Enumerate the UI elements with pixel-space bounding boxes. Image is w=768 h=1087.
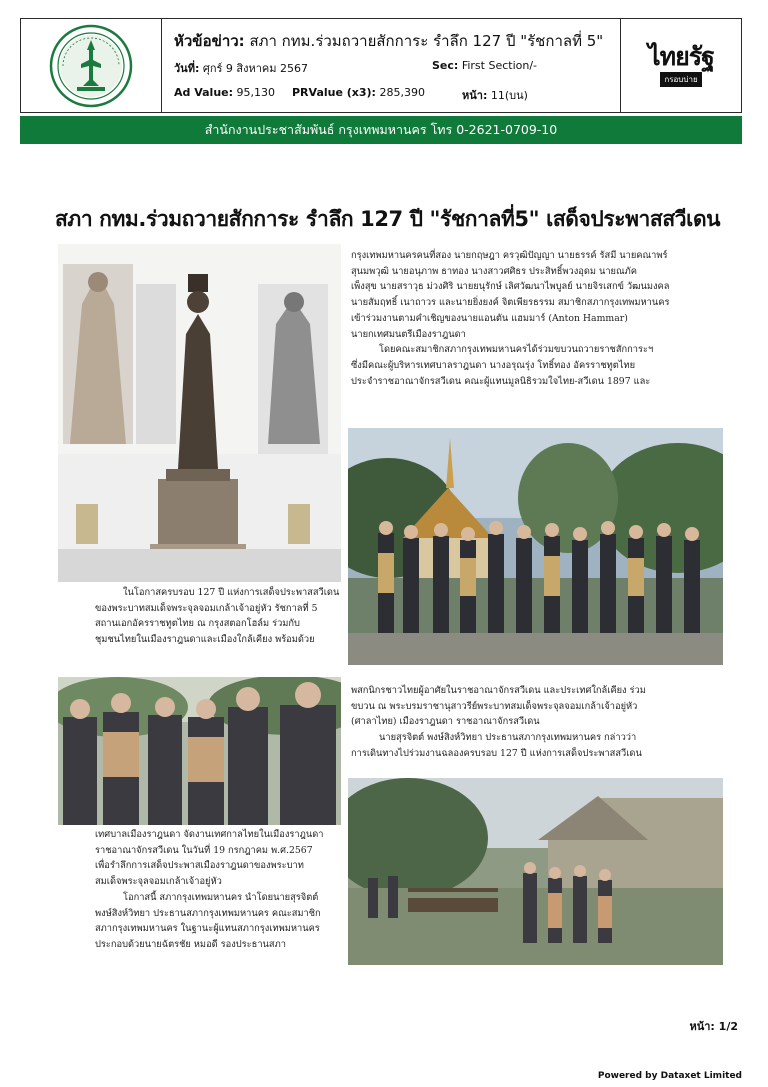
text-line: พงษ์สิงห์วิทยา ประธานสภากรุงเทพมหานคร คณะสมาชิก: [95, 907, 321, 919]
logo-edition: กรอบบ่าย: [660, 72, 701, 87]
headline-line: [174, 29, 603, 53]
clipping-header: [20, 18, 742, 113]
text-line: ประกอบด้วยนายฉัตรชัย หมอดี รองประธานสภา: [95, 938, 286, 950]
page-label: หน้า:: [462, 89, 488, 102]
text-line: (ศาลาไทย) เมืองราฎนดา ราชอาณาจักรสวีเดน: [351, 716, 540, 728]
pr-value-label: PRValue (x3):: [292, 86, 376, 99]
statue-photo: [58, 244, 341, 582]
section-field: [432, 59, 537, 72]
text-line: การเดินทางไปร่วมงานฉลองครบรอบ 127 ปี แห่งการเสด็จประพาสสวีเดน: [351, 747, 642, 759]
text-line: กรุงเทพมหานครคนที่สอง นายกฤษฎา ครวุฒิปัญญา นายธรรค์ รัสมี นายคณาพร์: [351, 250, 668, 261]
text-col-right-top: [351, 248, 726, 389]
pr-value: 285,390: [379, 86, 425, 99]
powered-by: Powered by Dataxet Limited: [597, 1071, 742, 1081]
text-line: ราชอาณาจักรสวีเดน ในวันที่ 19 กรกฎาคม พ.ศ.2567: [95, 844, 313, 856]
text-line: เพื่อรำลึกการเสด็จประพาสเมืองราฎนดาของพระบาท: [95, 860, 304, 872]
procession-photo: [348, 778, 723, 965]
page-value: 11(บน): [490, 89, 528, 102]
text-line: สภากรุงเทพมหานคร ในฐานะผู้แทนสภากรุงเทพมหานคร: [95, 923, 320, 935]
text-line: สมเด็จพระจุลจอมเกล้าเจ้าอยู่หัว: [95, 876, 222, 888]
text-line: พสกนิกรชาวไทยผู้อาศัยในราชอาณาจักรสวีเดน และประเทศใกล้เคียง ร่วม: [351, 685, 646, 696]
text-line: ประจำราชอาณาจักรสวีเดน คณะผู้แทนมูลนิธิรวมใจไทย-สวีเดน 1897 และ: [351, 375, 651, 387]
date-value: ศุกร์ 9 สิงหาคม 2567: [202, 62, 309, 75]
page-number: หน้า: 1/2: [689, 1020, 738, 1033]
festival-officials-photo: [58, 677, 341, 825]
headline-text: สภา กทม.ร่วมถวายสักการะ รำลึก 127 ปี "รัชกาลที่ 5": [249, 32, 604, 50]
text-line: ขบวน ณ พระบรมราชานุสาวรีย์พระบาทสมเด็จพระจุลจอมเกล้าเจ้าอยู่หัว: [351, 700, 638, 712]
group-pavilion-photo: [348, 428, 723, 665]
ad-value-field: [174, 86, 275, 99]
text-line: นายสัมฤทธิ์ เนาถาวร และนายยิ่งยงค์ จิตเพียรธรรม สมาชิกสภากรุงเทพมหานคร: [351, 297, 670, 309]
article-title: สภา กทม.ร่วมถวายสักการะ รำลึก 127 ปี "รัชกาลที่5" เสด็จประพาสสวีเดน: [55, 207, 721, 231]
ad-value-label: Ad Value:: [174, 86, 234, 99]
text-line: ของพระบาทสมเด็จพระจุลจอมเกล้าเจ้าอยู่หัว รัชกาลที่ 5: [95, 602, 318, 614]
text-col-right-mid: [351, 683, 726, 762]
pr-value-field: [292, 86, 425, 99]
text-line: นายสุรจิตต์ พงษ์สิงห์วิทยา ประธานสภากรุงเทพมหานคร กล่าวว่า: [379, 732, 637, 744]
text-line: สถานเอกอัครราชทูตไทย ณ กรุงสตอกโฮล์ม ร่วมกับ: [95, 618, 300, 630]
headline-label: หัวข้อข่าว:: [174, 32, 245, 50]
text-line: เข้าร่วมงานตามคำเชิญของนายแอนตัน แฮมมาร์ (Anton Hammar): [351, 312, 628, 324]
ad-value: 95,130: [236, 86, 276, 99]
section-value: First Section/-: [461, 59, 538, 72]
date-field: [174, 59, 308, 77]
text-col-left-bottom: [95, 827, 343, 953]
text-line: โอกาสนี้ สภากรุงเทพมหานคร นำโดยนายสุรจิตต์: [123, 891, 319, 903]
text-line: ในโอกาสครบรอบ 127 ปี แห่งการเสด็จประพาสสวีเดน: [123, 587, 340, 598]
text-line: เพ็งสุข นายสราวุธ ม่วงศิริ นายยนุรักษ์ เลิศวัฒนาไพบูลย์ นายจิรเสกข์ วัฒนมงคล: [351, 281, 670, 293]
page-field: [462, 86, 528, 104]
date-label: วันที่:: [174, 62, 200, 75]
bma-seal-icon: [49, 24, 133, 108]
logo-name: ไทยรัฐ: [648, 42, 714, 71]
text-line: เทศบาลเมืองราฎนดา จัดงานเทศกาลไทยในเมืองราฎนดา: [95, 829, 324, 840]
text-line: โดยคณะสมาชิกสภากรุงเทพมหานครได้ร่วมขบวนถวายราชสักการะฯ: [379, 344, 654, 356]
text-line: สุนมพวุฒิ นายอนุภาพ ธาทอง นางสาวศศิธร ประสิทธิ์พวงอุดม นายณภัค: [351, 265, 637, 277]
pr-office-bar: สำนักงานประชาสัมพันธ์ กรุงเทพมหานคร โทร 0-2621-0709-10: [20, 116, 742, 144]
text-col-left-mid: [95, 585, 343, 648]
thairath-logo: [620, 19, 741, 112]
text-line: นายกเทศมนตรีเมืองราฎนดา: [351, 328, 466, 340]
text-line: ชุมชนไทยในเมืองราฎนดาและเมืองใกล้เคียง พร้อมด้วย: [95, 634, 315, 646]
text-line: ซึ่งมีคณะผู้บริหารเทศบาลราฎนดา นางอรุณรุ่ง โทธิ์ทอง อัครราชทูตไทย: [351, 359, 636, 371]
bma-seal: [21, 19, 162, 112]
section-label: Sec:: [432, 59, 459, 72]
